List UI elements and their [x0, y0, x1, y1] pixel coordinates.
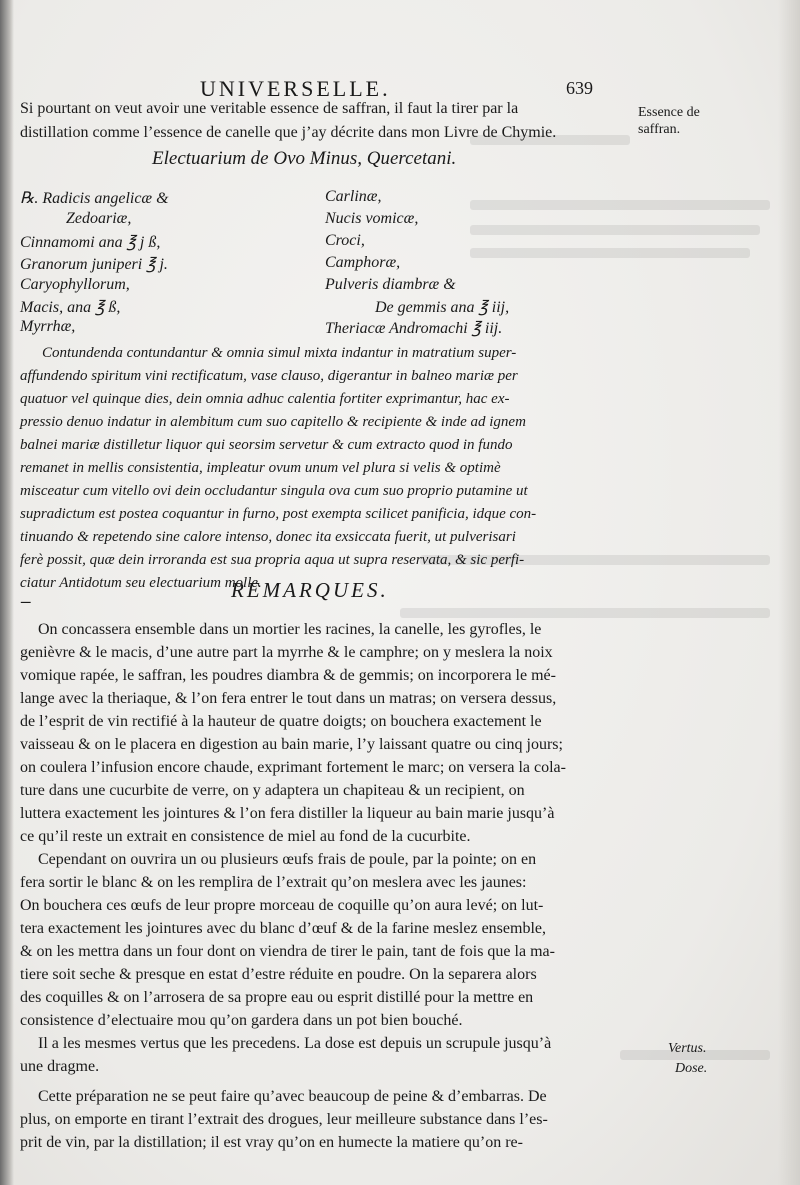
remarques-line: prit de vin, par la distillation; il est vray qu’on en humecte la matiere qu’on re-	[20, 1134, 523, 1151]
margin-note-dose: Dose.	[675, 1061, 708, 1076]
ingredient-left: Cinnamomi ana ℥ j ß,	[20, 234, 161, 251]
latin-line: Contundenda contundantur & omnia simul mixta indantur in matratium super-	[42, 345, 517, 361]
remarques-line: vomique rapée, le saffran, les poudres diambra & de gemmis; on incorporera le mé-	[20, 667, 556, 684]
remarques-line: luttera exactement les jointures & l’on fera distiller la liqueur au bain marie jusqu’à	[20, 805, 555, 822]
remarques-line: plus, on emporte en tirant l’extrait des drogues, leur meilleure substance dans l’es-	[20, 1111, 548, 1128]
ornament-dash-icon: ‒	[20, 591, 32, 612]
remarques-line: de l’esprit de vin rectifié à la hauteur de quatre doigts; on bouchera exactement le	[20, 713, 542, 730]
page-number: 639	[566, 78, 593, 98]
remarques-heading: REMARQUES.	[231, 578, 389, 602]
ingredient-right: Croci,	[325, 232, 365, 249]
remarques-line: des coquilles & on l’arrosera de sa propre eau ou esprit distillé pour la mettre en	[20, 989, 534, 1006]
margin-note-essence	[638, 104, 700, 138]
remarques-line: on coulera l’infusion encore chaude, exprimant fortement le marc; on versera la cola-	[20, 759, 566, 776]
remarques-line: tera exactement les jointures avec du blanc d’œuf & de la farine meslez ensemble,	[20, 920, 546, 937]
page-edge-shadow	[778, 0, 800, 1185]
latin-line: balnei mariæ distilletur liquor qui seorsim servetur & cum extracto quod in fundo	[20, 437, 513, 453]
intro-line: Si pourtant on veut avoir une veritable essence de saffran, il faut la tirer par la	[20, 100, 519, 117]
ingredient-right: De gemmis ana ℥ iij,	[375, 299, 510, 316]
ingredient-right: Camphoræ,	[325, 254, 401, 271]
bleed-through-mark	[470, 200, 770, 210]
latin-line: quatuor vel quinque dies, dein omnia adhuc calentia fortiter exprimantur, hac ex-	[20, 391, 510, 407]
remarques-line: Cette préparation ne se peut faire qu’avec beaucoup de peine & d’embarras. De	[38, 1088, 547, 1105]
ingredient-left: Zedoariæ,	[66, 210, 132, 227]
ingredient-left: Myrrhæ,	[20, 318, 76, 335]
remarques-line: consistence d’electuaire mou qu’on gardera dans un pot bien bouché.	[20, 1012, 463, 1029]
recipe-title: Electuarium de Ovo Minus, Quercetani.	[152, 148, 457, 169]
ingredient-left: Granorum juniperi ℥ j.	[20, 256, 168, 273]
ingredient-right: Pulveris diambræ &	[325, 276, 456, 293]
remarques-line: ture dans une cucurbite de verre, on y adaptera un chapiteau & un recipient, on	[20, 782, 525, 799]
remarques-line: ce qu’il reste un extrait en consistence de miel au fond de la cucurbite.	[20, 828, 471, 845]
remarques-line: une dragme.	[20, 1058, 100, 1075]
remarques-line: lange avec la theriaque, & l’on fera entrer le tout dans un matras; on versera dessus,	[20, 690, 557, 707]
ingredient-left: ℞. Radicis angelicæ &	[20, 190, 169, 207]
ingredient-right: Nucis vomicæ,	[325, 210, 419, 227]
latin-line: remanet in mellis consistentia, impleatur ovum unum vel plura si velis & optimè	[20, 460, 501, 476]
latin-line: supradictum est postea coquantur in furno, post exempta scilicet panificia, idque con-	[20, 506, 537, 522]
remarques-line: Cependant on ouvrira un ou plusieurs œufs frais de poule, par la pointe; on en	[38, 851, 537, 868]
remarques-line: fera sortir le blanc & on les remplira de l’extrait qu’on meslera avec les jaunes:	[20, 874, 527, 891]
ingredient-left: Macis, ana ℥ ß,	[20, 299, 121, 316]
margin-note-line: saffran.	[638, 122, 681, 137]
remarques-line: genièvre & le macis, d’une autre part la myrrhe & le camphre; on y meslera la noix	[20, 644, 553, 661]
running-head: UNIVERSELLE.	[200, 76, 391, 101]
remarques-line: vaisseau & on le placera en digestion au bain marie, l’y laissant quatre ou cinq jours;	[20, 736, 563, 753]
remarques-line: & on les mettra dans un four dont on viendra de tirer le pain, tant de fois que la ma-	[20, 943, 555, 960]
binding-gutter-shadow	[0, 0, 14, 1185]
bleed-through-mark	[470, 248, 750, 258]
latin-line: ferè possit, quæ dein irroranda est sua propria aqua ut supra reservata, & sic perfi-	[20, 552, 525, 568]
intro-line: distillation comme l’essence de canelle que j’ay décrite dans mon Livre de Chymie.	[20, 124, 557, 141]
latin-line: misceatur cum vitello ovi dein occludantur singula ova cum suo proprio putamine ut	[20, 483, 528, 499]
remarques-line: On bouchera ces œufs de leur propre morceau de coquille qu’on aura levé; on lut-	[20, 897, 544, 914]
latin-line: affundendo spiritum vini rectificatum, vase clauso, digerantur in balneo mariæ per	[20, 368, 518, 384]
ingredient-right: Carlinæ,	[325, 188, 382, 205]
remarques-line: On concassera ensemble dans un mortier les racines, la canelle, les gyrofles, le	[38, 621, 542, 638]
latin-line: ciatur Antidotum seu electuarium molle.	[20, 575, 262, 591]
latin-line: tinuando & repetendo sine calore intenso, donec ita exsiccata fuerit, ut pulverisari	[20, 529, 516, 545]
bleed-through-mark	[470, 225, 760, 235]
bleed-through-mark	[400, 608, 770, 618]
margin-note-vertus: Vertus.	[668, 1041, 707, 1056]
remarques-line: Il a les mesmes vertus que les precedens. La dose est depuis un scrupule jusqu’à	[38, 1035, 552, 1052]
margin-note-line: Essence de	[638, 105, 700, 120]
remarques-line: tiere soit seche & presque en estat d’estre réduite en poudre. On la separera alors	[20, 966, 537, 983]
latin-line: pressio denuo indatur in alembitum cum suo capitello & recipiente & inde ad ignem	[20, 414, 526, 430]
ingredient-right: Theriacæ Andromachi ℥ iij.	[325, 320, 503, 337]
ingredient-left: Caryophyllorum,	[20, 276, 130, 293]
